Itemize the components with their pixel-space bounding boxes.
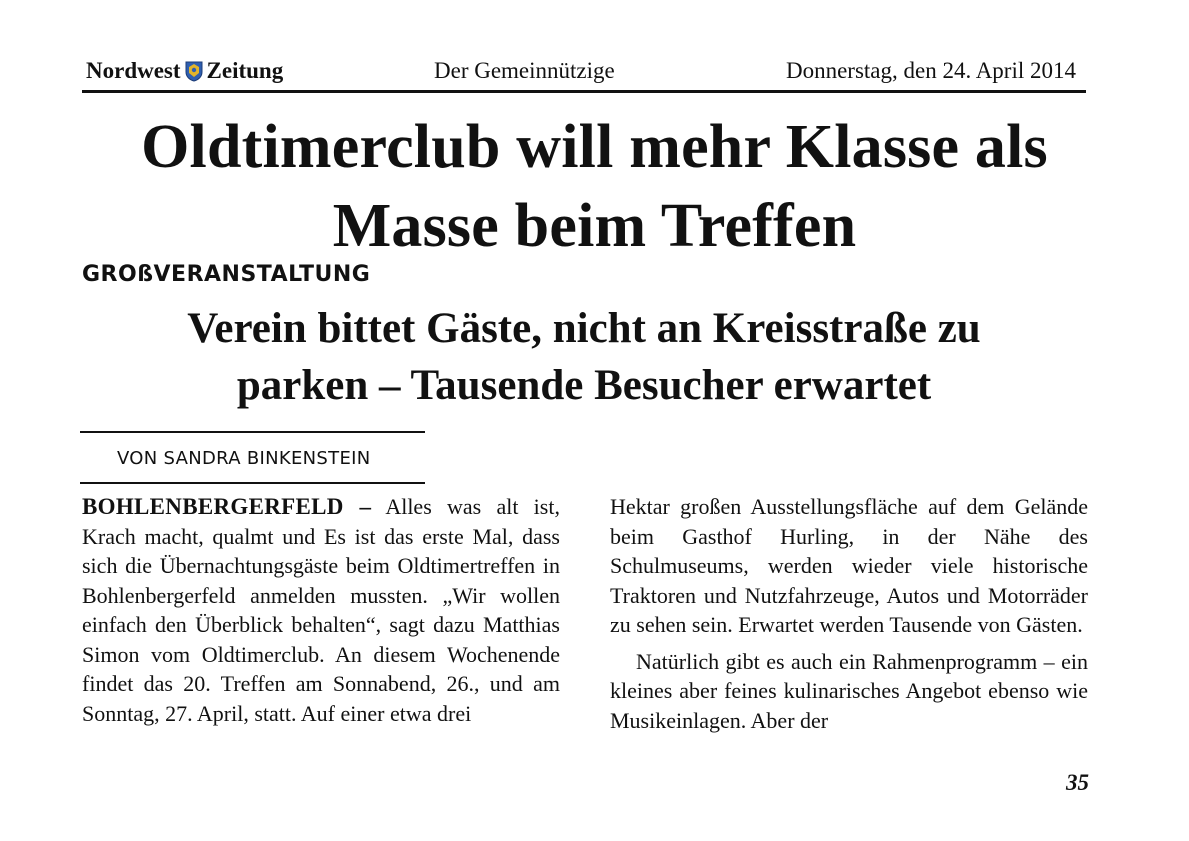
coat-of-arms-icon — [185, 61, 203, 82]
issue-date: Donnerstag, den 24. April 2014 — [785, 58, 1076, 83]
body-text-left: Alles was alt ist, Krach macht, qualmt und Es ist das erste Mal, dass sich die Übernachtungsgäste beim Oldtimertreffen in Bohlenbergerfeld anmelden mussten. „Wir wollen einfach den Überblick behalten“, sagt dazu Matthias Simon vom Oldtimerclub. An diesem Wochenende findet das 20. Treffen am Sonnabend, 26., und am Sonntag, 27. April, statt. Auf einer etwa drei — [82, 494, 560, 726]
article-paragraph-3: Natürlich gibt es auch ein Rahmenprogramm – ein kleines aber feines kulinarisches Angebot ebenso wie Musikeinlagen. Aber der — [610, 648, 1088, 733]
subheadline-line-2: parken – Tausende Besucher erwartet — [236, 362, 932, 409]
article-column-right — [610, 492, 1088, 735]
section-name: Der Gemeinnützige — [434, 58, 615, 83]
newspaper-name-part1: Nordwest — [86, 58, 181, 83]
subheadline — [82, 300, 1086, 414]
dateline: BOHLENBERGERFELD – — [82, 494, 372, 519]
kicker: GROßVERANSTALTUNG — [82, 262, 371, 287]
subheadline-line-1: Verein bittet Gäste, nicht an Kreisstraße zu — [187, 305, 981, 352]
newspaper-header — [82, 56, 1086, 93]
newspaper-name-part2: Zeitung — [206, 58, 284, 83]
headline-line-1: Oldtimerclub will mehr Klasse als — [141, 113, 1048, 181]
byline: VON SANDRA BINKENSTEIN — [117, 448, 371, 469]
byline-rule-top — [80, 431, 425, 433]
headline-line-2: Masse beim Treffen — [332, 192, 857, 260]
newspaper-name — [86, 58, 283, 84]
byline-rule-bottom — [80, 482, 425, 484]
headline — [60, 108, 1129, 266]
article-paragraph-1 — [82, 492, 560, 728]
article-column-left — [82, 492, 560, 728]
page-number: 35 — [1066, 770, 1089, 795]
article-paragraph-2: Hektar großen Ausstellungsfläche auf dem Gelände beim Gasthof Hurling, in der Nähe des Schulmuseums, werden wieder viele historische Traktoren und Nutzfahrzeuge, Autos und Motorräder zu sehen sein. Erwartet werden Tausende von Gästen. — [610, 494, 1088, 637]
